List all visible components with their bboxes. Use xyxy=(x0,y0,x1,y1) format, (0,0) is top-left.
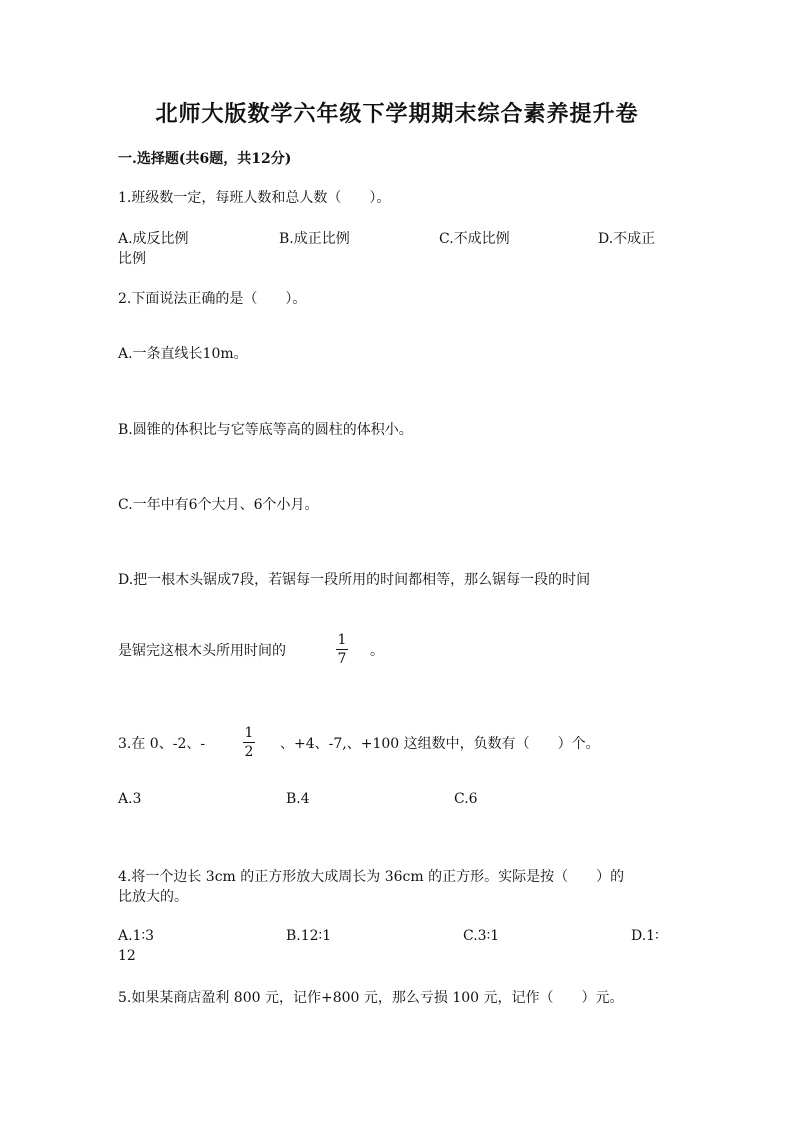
question-4-option-a: A.1∶3 xyxy=(118,928,155,944)
question-3-stem-start: 3.在 0、-2、- xyxy=(118,736,206,752)
fraction-one-half xyxy=(243,725,255,760)
question-4-option-d-wrap: 12 xyxy=(118,948,136,964)
question-2-option-d-end: 。 xyxy=(370,643,384,659)
question-2-option-b: B.圆锥的体积比与它等底等高的圆柱的体积小。 xyxy=(118,422,413,438)
page-title: 北师大版数学六年级下学期期末综合素养提升卷 xyxy=(155,101,639,127)
fraction-numerator: 1 xyxy=(337,632,347,648)
question-1-option-b: B.成正比例 xyxy=(279,231,350,247)
question-3-option-a: A.3 xyxy=(118,791,142,807)
question-4-option-d: D.1∶ xyxy=(631,928,659,944)
question-2-option-c: C.一年中有6个大月、6个小月。 xyxy=(118,497,319,513)
question-1-option-a: A.成反比例 xyxy=(118,231,189,247)
question-1-option-d-wrap: 比例 xyxy=(118,251,146,267)
question-4-stem-line1: 4.将一个边长 3cm 的正方形放大成周长为 36cm 的正方形。实际是按（ ）的 xyxy=(118,869,625,885)
fraction-bar xyxy=(336,649,348,650)
question-3-option-c: C.6 xyxy=(454,791,478,807)
question-1-option-c: C.不成比例 xyxy=(439,231,510,247)
fraction-denominator: 2 xyxy=(244,744,254,760)
fraction-denominator: 7 xyxy=(337,651,347,667)
question-4-option-c: C.3∶1 xyxy=(463,928,500,944)
question-4-option-b: B.12∶1 xyxy=(286,928,332,944)
fraction-numerator: 1 xyxy=(244,725,254,741)
question-3-stem-end: 、+4、-7,、+100 这组数中，负数有（ ）个。 xyxy=(280,736,600,752)
question-2-option-a: A.一条直线长10m。 xyxy=(118,346,248,362)
fraction-one-seventh xyxy=(336,632,348,667)
question-2-stem: 2.下面说法正确的是（ ）。 xyxy=(118,291,307,307)
question-3-option-b: B.4 xyxy=(286,791,310,807)
question-1-stem: 1.班级数一定，每班人数和总人数（ ）。 xyxy=(118,190,391,206)
question-2-option-d-line2: 是锯完这根木头所用时间的 xyxy=(118,643,286,659)
fraction-bar xyxy=(243,742,255,743)
question-5-stem: 5.如果某商店盈利 800 元，记作+800 元，那么亏损 100 元，记作（ ）元。 xyxy=(118,990,624,1006)
section-heading: 一.选择题(共6题，共12分) xyxy=(118,151,292,167)
question-2-option-d-line1: D.把一根木头锯成7段，若锯每一段所用的时间都相等，那么锯每一段的时间 xyxy=(118,572,591,588)
question-1-option-d: D.不成正 xyxy=(598,231,656,247)
question-4-stem-line2: 比放大的。 xyxy=(118,889,188,905)
